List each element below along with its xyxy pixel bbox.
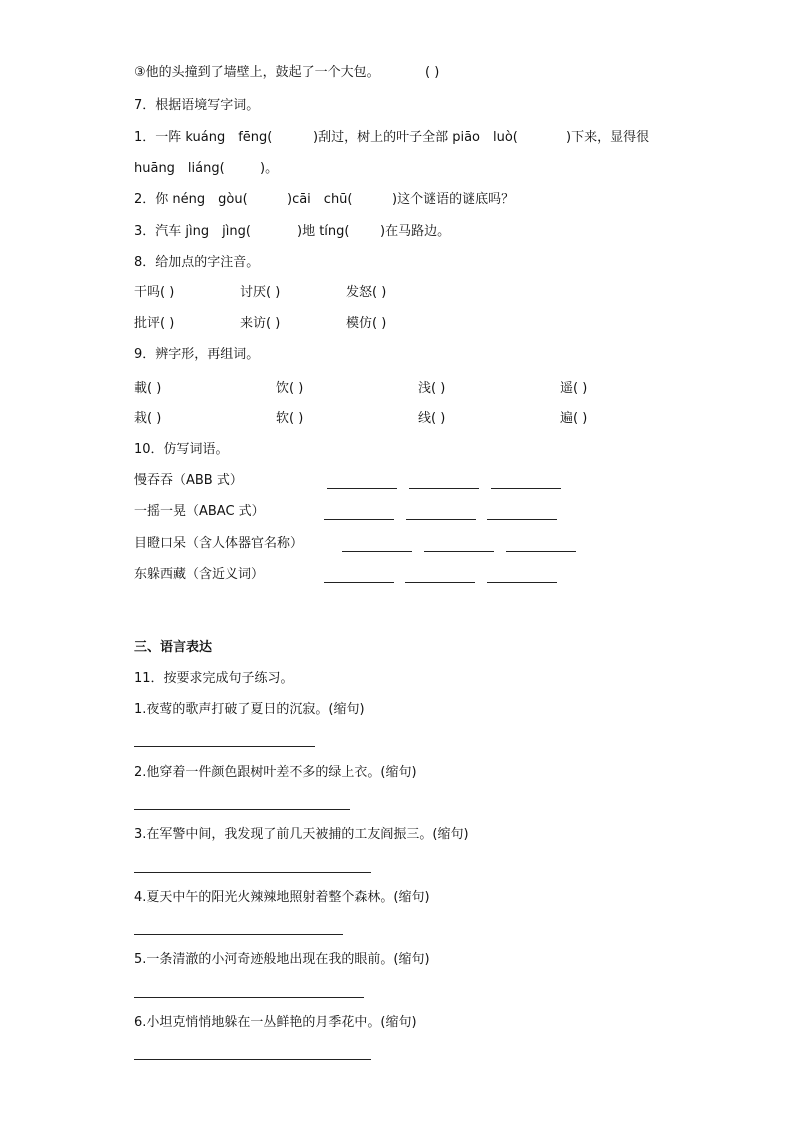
sentence-prompt: 5.一条清澈的小河奇迹般地出现在我的眼前。(缩句) [134,952,430,967]
sentence-prompt: 6.小坦克悄悄地躲在一丛鲜艳的月季花中。(缩句) [134,1015,417,1030]
q7-line3b: )地 tíng( [297,224,350,239]
q7-line1d: huāng liáng( [134,161,225,176]
q9-item[interactable]: 載( ) [134,381,162,396]
q9-item[interactable]: 遍( ) [560,411,588,426]
q8-item[interactable]: 讨厌( ) [240,285,281,300]
answer-blank[interactable] [424,551,494,552]
answer-blank[interactable] [406,519,476,520]
q7-line1c: )下来，显得很 [566,130,650,145]
answer-blank[interactable] [487,582,557,583]
q6-item3-text: ③他的头撞到了墙壁上，鼓起了一个大包。 [134,65,380,80]
sentence-prompt: 2.他穿着一件颜色跟树叶差不多的绿上衣。(缩句) [134,765,417,780]
q8-item[interactable]: 发怒( ) [346,285,387,300]
answer-line[interactable] [134,746,315,747]
answer-line[interactable] [134,997,364,998]
answer-line[interactable] [134,1059,371,1060]
q10-item-label: 东躲西藏（含近义词） [134,567,265,582]
sentence-prompt: 1.夜莺的歌声打破了夏日的沉寂。(缩句) [134,702,365,717]
answer-blank[interactable] [324,582,394,583]
q9-item[interactable]: 栽( ) [134,411,162,426]
answer-line[interactable] [134,934,343,935]
answer-line[interactable] [134,872,371,873]
answer-blank[interactable] [409,488,479,489]
q7-title: 7．根据语境写字词。 [134,98,260,113]
answer-blank[interactable] [405,582,475,583]
q7-line1e: )。 [260,161,279,176]
q9-item[interactable]: 饮( ) [276,381,304,396]
q7-line2b: )cāi chū( [287,192,353,207]
q8-item[interactable]: 来访( ) [240,316,281,331]
q7-line1b: )刮过，树上的叶子全部 piāo luò( [313,130,518,145]
q7-line3a: 3．汽车 jìng jìng( [134,224,251,239]
q7-line3c: )在马路边。 [380,224,451,239]
answer-blank[interactable] [327,488,397,489]
q7-line1a: 1．一阵 kuáng fēng( [134,130,273,145]
q11-title: 11．按要求完成句子练习。 [134,671,294,686]
q9-item[interactable]: 软( ) [276,411,304,426]
q10-item-label: 目瞪口呆（含人体器官名称） [134,536,304,551]
q8-item[interactable]: 批评( ) [134,316,175,331]
q8-title: 8．给加点的字注音。 [134,255,260,270]
q9-title: 9．辨字形，再组词。 [134,347,260,362]
q6-item3-answer-paren[interactable]: ( ) [425,65,440,80]
section-title: 三、语言表达 [134,640,213,655]
q7-line2a: 2．你 néng gòu( [134,192,248,207]
q9-item[interactable]: 浅( ) [418,381,446,396]
answer-blank[interactable] [491,488,561,489]
answer-blank[interactable] [324,519,394,520]
q8-item[interactable]: 模仿( ) [346,316,387,331]
sentence-prompt: 4.夏天中午的阳光火辣辣地照射着整个森林。(缩句) [134,890,430,905]
q9-item[interactable]: 遥( ) [560,381,588,396]
answer-blank[interactable] [506,551,576,552]
q8-item[interactable]: 干吗( ) [134,285,175,300]
q10-item-label: 一摇一晃（ABAC 式） [134,504,265,519]
q10-item-label: 慢吞吞（ABB 式） [134,473,243,488]
q10-title: 10．仿写词语。 [134,442,229,457]
q9-item[interactable]: 线( ) [418,411,446,426]
answer-blank[interactable] [342,551,412,552]
q7-line2c: )这个谜语的谜底吗？ [392,192,515,207]
sentence-prompt: 3.在军警中间，我发现了前几天被捕的工友阎振三。(缩句) [134,827,469,842]
answer-line[interactable] [134,809,350,810]
answer-blank[interactable] [487,519,557,520]
